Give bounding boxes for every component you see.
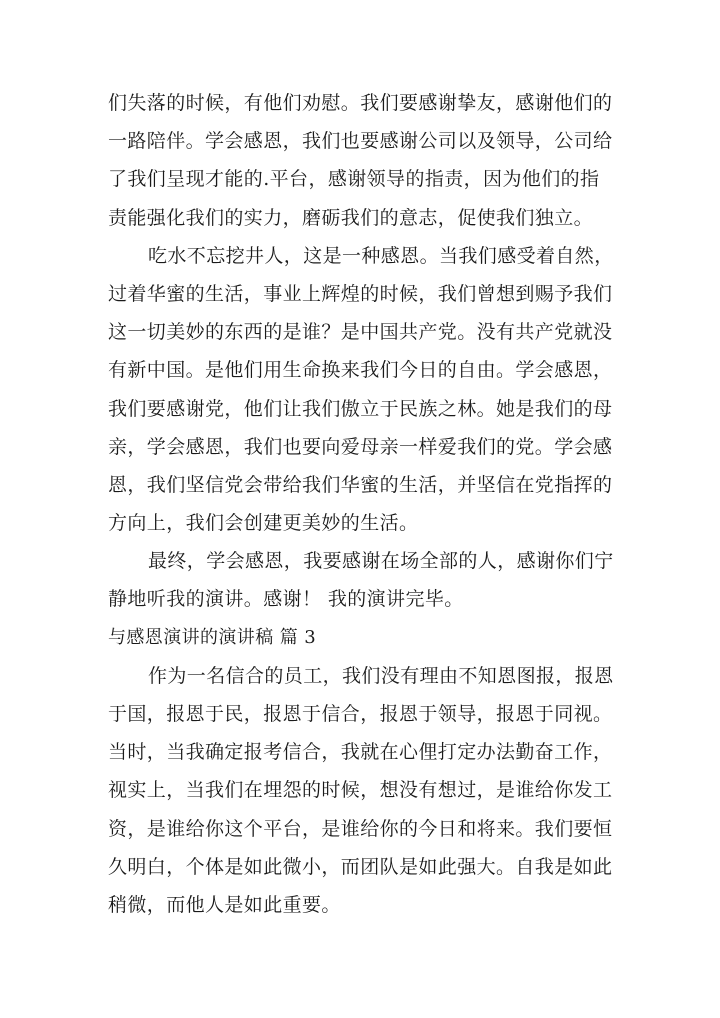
text-line: 资，是谁给你这个平台，是谁给你的今日和将来。我们要恒 <box>108 817 613 840</box>
text-line: 方向上，我们会创建更美妙的生活。 <box>108 512 419 535</box>
text-line: 这一切美妙的东西的是谁？是中国共产党。没有共产党就没 <box>108 321 613 344</box>
section-heading: 与感恩演讲的演讲稿 篇 3 <box>108 626 317 648</box>
text-line: 静地听我的演讲。感谢！ 我的演讲完毕。 <box>108 588 464 611</box>
text-line: 们失落的时候，有他们劝慰。我们要感谢挚友，感谢他们的 <box>108 92 613 114</box>
text-line: 久明白，个体是如此微小，而团队是如此强大。自我是如此 <box>108 855 613 878</box>
text-line: 稍微，而他人是如此重要。 <box>108 893 341 916</box>
text-line: 过着华蜜的生活，事业上辉煌的时候，我们曾想到赐予我们 <box>108 282 613 305</box>
text-line: 亲，学会感恩，我们也要向爱母亲一样爱我们的党。学会感 <box>108 435 613 458</box>
text-line: 于国，报恩于民，报恩于信合，报恩于领导，报恩于同视。 <box>108 703 613 725</box>
text-line: 恩，我们坚信党会带给我们华蜜的生活，并坚信在党指挥的 <box>108 473 613 496</box>
text-line: 视实上，当我们在埋怨的时候，想没有想过，是谁给你发工 <box>108 779 613 802</box>
paragraph-first-line: 作为一名信合的员工，我们没有理由不知恩图报，报恩 <box>148 664 614 687</box>
text-line: 当时，当我确定报考信合，我就在心俚打定办法勤奋工作， <box>108 741 613 764</box>
text-line: 责能强化我们的实力，磨砺我们的意志，促使我们独立。 <box>108 206 594 229</box>
text-line: 一路陪伴。学会感恩，我们也要感谢公司以及领导，公司给 <box>108 130 613 153</box>
text-line: 有新中国。是他们用生命换来我们今日的自由。学会感恩， <box>108 359 613 382</box>
text-line: 我们要感谢党，他们让我们傲立于民族之林。她是我们的母 <box>108 397 613 420</box>
document-page <box>108 84 614 924</box>
text-line: 了我们呈现才能的.平台，感谢领导的指责，因为他们的指 <box>108 168 600 191</box>
paragraph-first-line: 最终，学会感恩，我要感谢在场全部的人，感谢你们宁 <box>148 550 614 573</box>
paragraph-first-line: 吃水不忘挖井人，这是一种感恩。当我们感受着自然， <box>148 244 614 267</box>
